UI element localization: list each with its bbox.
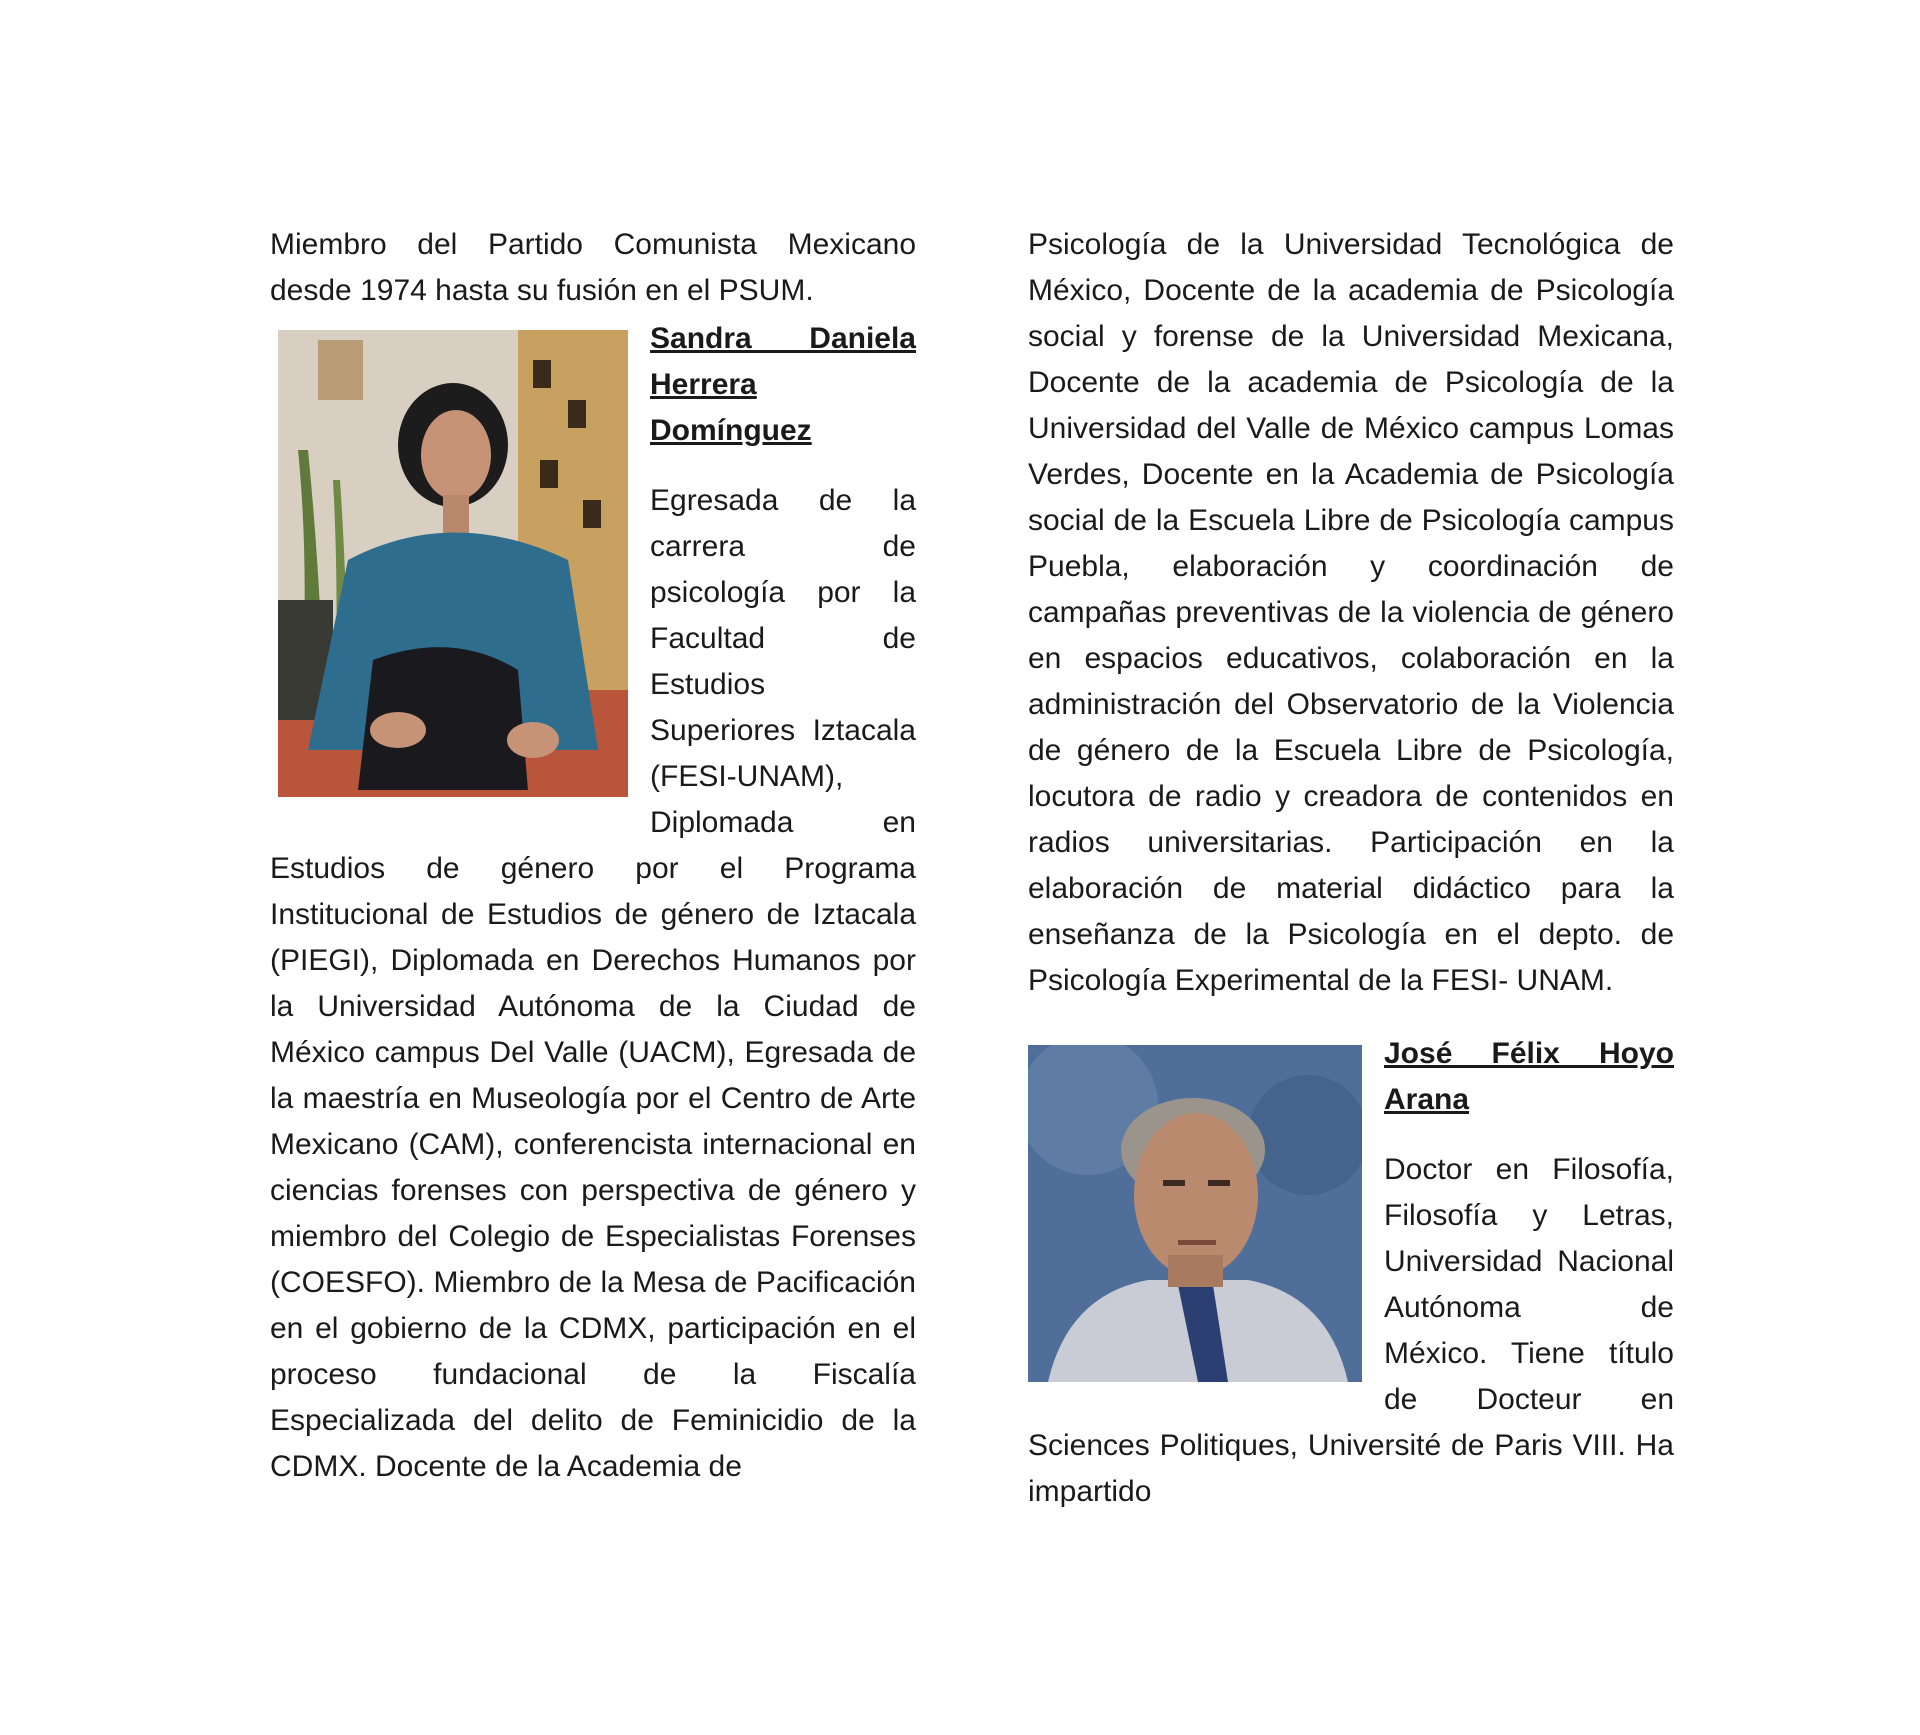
jose-profile bbox=[1028, 1031, 1674, 1515]
sandra-bio: Egresada de la carrera de psicología por la Facultad de Estudios Superiores Iztacala (FESI-UNAM), Diplomada en Estudios de género por el Programa Institucional de Estudios de género de Iztacala (PIEGI), Diplomada en Derechos Humanos por la Universidad Autónoma de la Ciudad de México campus Del Valle (UACM), Egresada de la maestría en Museología por el Centro de Arte Mexicano (CAM), conferencista internacional en ciencias forenses con perspectiva de género y miembro del Colegio de Especialistas Forenses (COESFO). Miembro de la Mesa de Pacificación en el gobierno de la CDMX, participación en el proceso fundacional de la Fiscalía Especializada del delito de Feminicidio de la CDMX. Docente de la Academia de bbox=[270, 484, 916, 1483]
jose-bio: Doctor en Filosofía, Filosofía y Letras, Universidad Nacional Autónoma de México. Tiene título de Docteur en Sciences Politiques, Université de Paris VIII. Ha impartido bbox=[1028, 1153, 1674, 1508]
sandra-profile bbox=[270, 316, 916, 1490]
sandra-photo-image bbox=[278, 330, 628, 797]
sandra-photo bbox=[278, 330, 628, 797]
jose-photo-image bbox=[1028, 1045, 1362, 1382]
sandra-name: Sandra Daniela Herrera Domínguez bbox=[650, 322, 916, 447]
jose-name: José Félix Hoyo Arana bbox=[1384, 1037, 1674, 1116]
intro-paragraph: Miembro del Partido Comunista Mexicano desde 1974 hasta su fusión en el PSUM. bbox=[270, 228, 916, 307]
section-gap bbox=[1028, 1004, 1674, 1029]
sandra-bio-continuation: Psicología de la Universidad Tecnológica de México, Docente de la academia de Psicología social y forense de la Universidad Mexicana, Docente de la academia de Psicología de la Universidad del Valle de México campus Lomas Verdes, Docente en la Academia de Psicología social de la Escuela Libre de Psicología campus Puebla, elaboración y coordinación de campañas preventivas de la violencia de género en espacios educativos, colaboración en la administración del Observatorio de la Violencia de género de la Escuela Libre de Psicología, locutora de radio y creadora de contenidos en radios universitarias. Participación en la elaboración de material didáctico para la enseñanza de la Psicología en el depto. de Psicología Experimental de la FESI- UNAM. bbox=[1028, 228, 1674, 997]
right-column bbox=[1028, 222, 1674, 1515]
jose-photo bbox=[1028, 1045, 1362, 1382]
left-column bbox=[270, 222, 916, 1490]
